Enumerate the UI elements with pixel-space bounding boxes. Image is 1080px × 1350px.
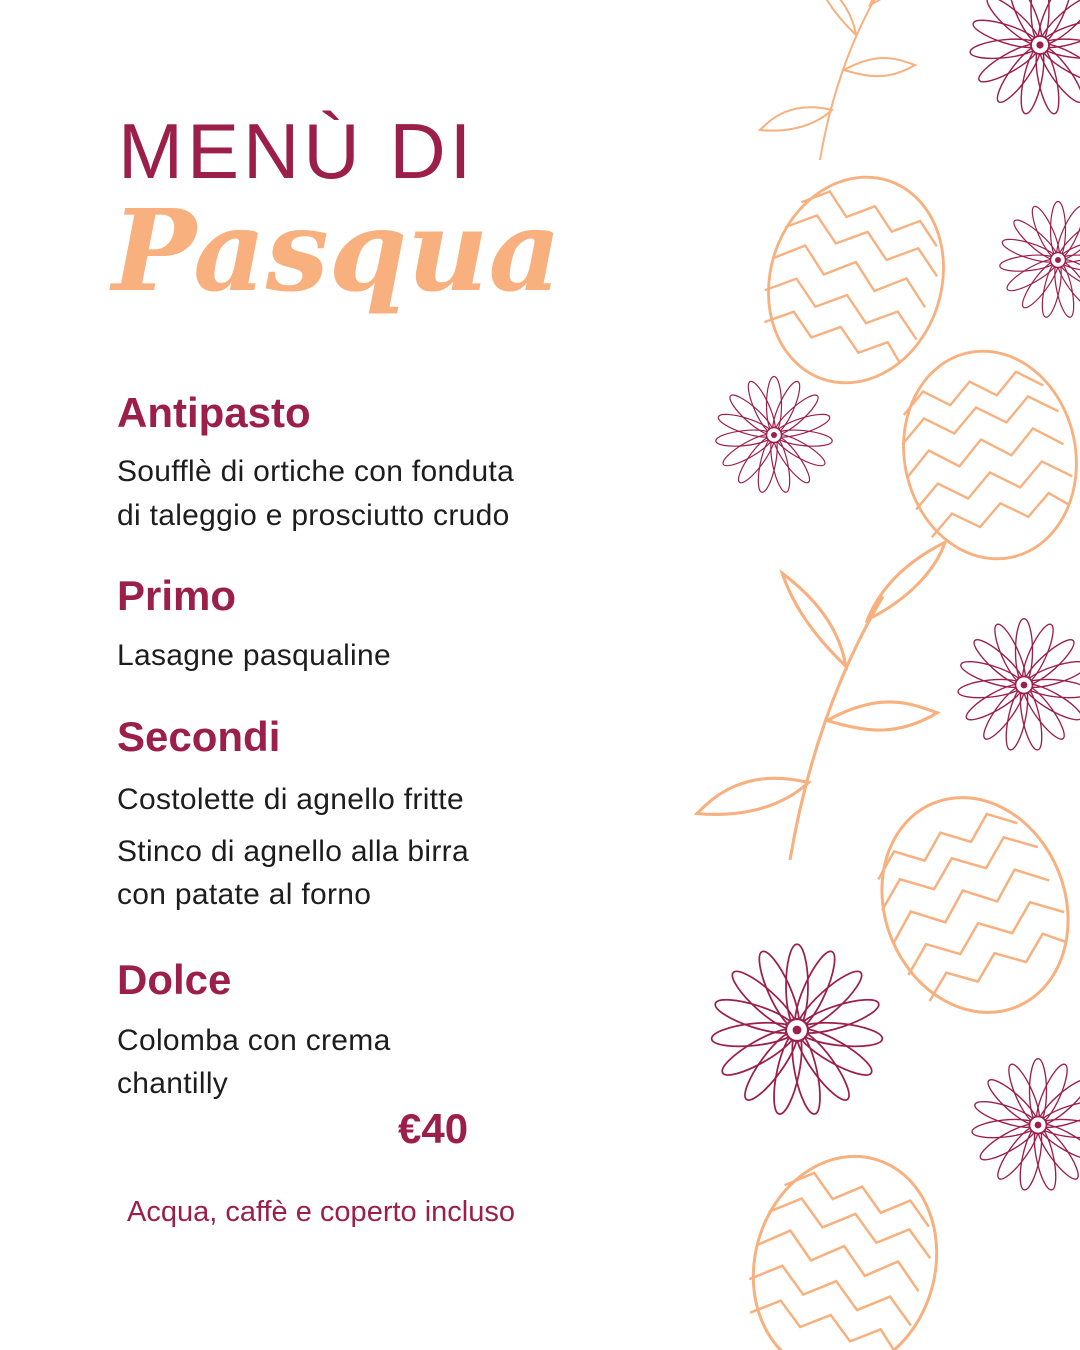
dish-secondi-line-1: Costolette di agnello fritte: [117, 783, 464, 816]
heading-dolce: Dolce: [117, 956, 232, 1003]
easter-egg-icon: [728, 1134, 962, 1350]
dish-dolce-line-1: Colomba con crema: [117, 1024, 391, 1057]
leaf-branch-icon: [760, 0, 920, 160]
dish-primo-line-1: Lasagne pasqualine: [117, 639, 391, 672]
daisy-flower-icon: [971, 1059, 1080, 1192]
dish-antipasto-line-2: di taleggio e prosciutto crudo: [117, 499, 510, 532]
daisy-flower-icon: [969, 0, 1080, 116]
dish-antipasto-line-1: Soufflè di ortiche con fonduta: [117, 455, 515, 488]
dish-secondi-line-2: Stinco di agnello alla birra: [117, 835, 469, 868]
easter-egg-icon: [885, 335, 1080, 575]
dish-secondi-line-3: con patate al forno: [117, 878, 372, 911]
daisy-flower-icon: [711, 944, 884, 1116]
dish-dolce-line-2: chantilly: [117, 1067, 229, 1100]
title-line-1: MENÙ DI: [118, 107, 476, 195]
leaf-branch-icon: [697, 542, 945, 860]
easter-decoration: [660, 0, 1080, 1350]
included-note: Acqua, caffè e coperto incluso: [127, 1196, 515, 1228]
daisy-flower-icon: [957, 619, 1080, 752]
daisy-flower-icon: [715, 377, 833, 494]
title-script-pasqua: Pasqua: [112, 186, 562, 317]
heading-antipasto: Antipasto: [117, 389, 311, 436]
heading-primo: Primo: [117, 572, 237, 619]
easter-egg-icon: [850, 769, 1080, 1040]
price: €40: [398, 1105, 469, 1152]
heading-secondi: Secondi: [117, 713, 281, 760]
daisy-flower-icon: [999, 202, 1080, 319]
